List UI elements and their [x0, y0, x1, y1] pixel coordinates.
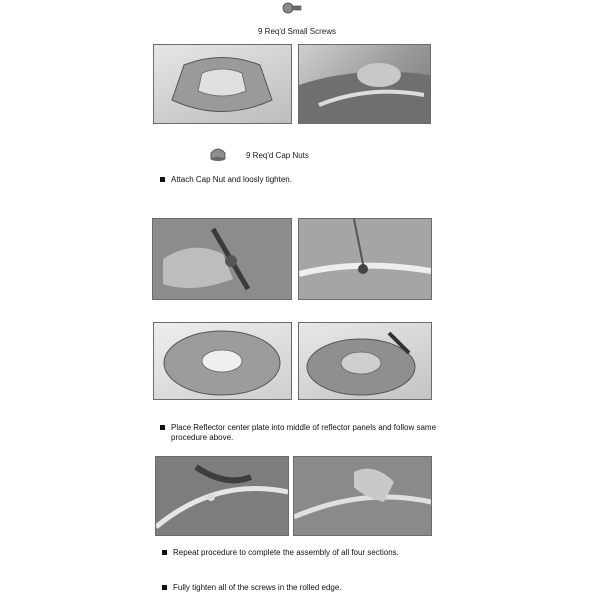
screw-icon — [282, 2, 302, 14]
photo-hand-tighten — [152, 218, 292, 300]
step-text: Attach Cap Nut and loosly tighten. — [171, 175, 292, 184]
cap-nut-icon — [208, 145, 228, 161]
screws-caption: 9 Req'd Small Screws — [258, 27, 336, 36]
step-text: Place Reflector center plate into middle of reflector panels and follow same procedure above. — [171, 423, 437, 442]
photo-screw-rolled-edge — [155, 456, 289, 536]
photo-center-plate-installed — [298, 322, 432, 400]
step-fully-tighten — [162, 583, 452, 593]
step-attach-cap-nut — [160, 175, 440, 185]
photo-reflector-segment — [153, 44, 292, 124]
photo-center-plate — [153, 322, 292, 400]
instruction-page — [140, 0, 458, 600]
capnuts-caption: 9 Req'd Cap Nuts — [246, 151, 309, 160]
step-text: Repeat procedure to complete the assembly of all four sections. — [173, 548, 399, 557]
bullet-icon — [160, 177, 165, 182]
bullet-icon — [162, 585, 167, 590]
photo-attach-screw — [298, 44, 431, 124]
photo-rolled-edge-closeup — [298, 218, 432, 300]
step-repeat-procedure — [162, 548, 452, 558]
bullet-icon — [160, 425, 165, 430]
step-text: Fully tighten all of the screws in the rolled edge. — [173, 583, 342, 592]
photo-hands-assembly — [293, 456, 432, 536]
step-place-center-plate — [160, 423, 452, 443]
bullet-icon — [162, 550, 167, 555]
